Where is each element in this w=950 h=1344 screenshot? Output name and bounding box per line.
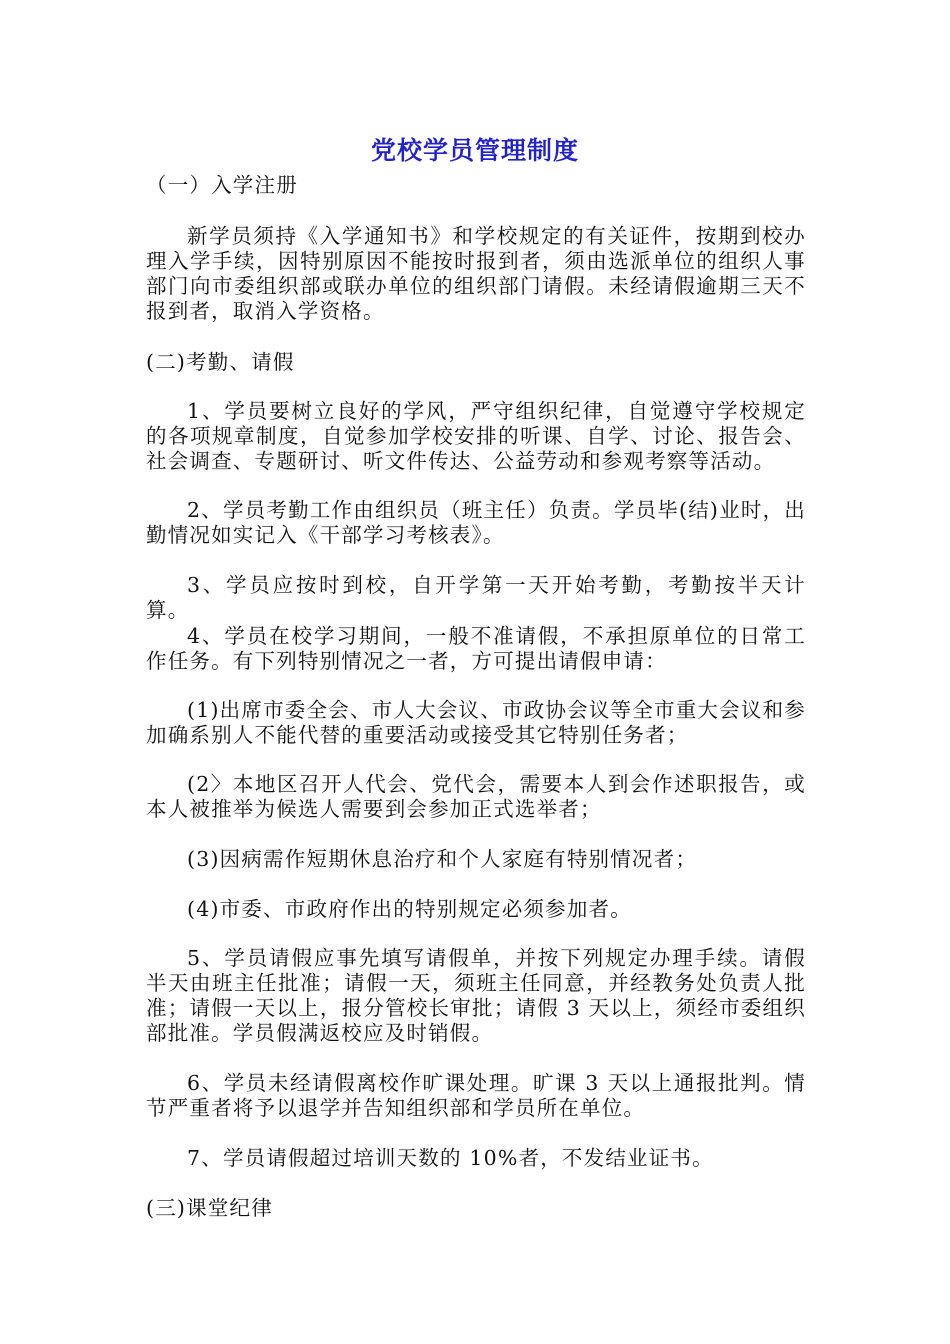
paragraph-case-4: (4)市委、市政府作出的特别规定必须参加者。: [187, 897, 632, 921]
paragraph-rule-3: 3、学员应按时到校，自开学第一天开始考勤，考勤按半天计算。: [146, 573, 806, 622]
paragraph-case-3: (3)因病需作短期休息治疗和个人家庭有特别情况者；: [187, 847, 698, 871]
paragraph-rule-6: 6、学员未经请假离校作旷课处理。旷课 3 天以上通报批判。情节严重者将予以退学并告知组织部和学员所在单位。: [146, 1071, 806, 1120]
paragraph-rule-7: 7、学员请假超过培训天数的 10%者，不发结业证书。: [187, 1146, 714, 1170]
paragraph-rule-4: 4、学员在校学习期间，一般不准请假，不承担原单位的日常工作任务。有下列特别情况之一者，方可提出请假申请：: [146, 624, 806, 673]
paragraph-case-2: (2〉本地区召开人代会、党代会，需要本人到会作述职报告，或本人被推举为候选人需要到会参加正式选举者；: [146, 772, 806, 821]
document-title: 党校学员管理制度: [370, 136, 579, 165]
paragraph-rule-5: 5、学员请假应事先填写请假单，并按下列规定办理手续。请假半天由班主任批准；请假一天，须班主任同意，并经教务处负责人批准；请假一天以上，报分管校长审批；请假 3 天以上，须经市委组织部批准。学员假满返校应及时销假。: [146, 946, 806, 1045]
section-heading-enrollment: （一）入学注册: [146, 173, 298, 197]
paragraph-rule-2: 2、学员考勤工作由组织员（班主任）负责。学员毕(结)业时，出勤情况如实记入《干部学习考核表》。: [146, 498, 806, 547]
paragraph-enrollment: 新学员须持《入学通知书》和学校规定的有关证件，按期到校办理入学手续，因特别原因不能按时报到者，须由选派单位的组织人事部门向市委组织部或联办单位的组织部门请假。未经请假逾期三天不报到者，取消入学资格。: [146, 224, 806, 323]
section-heading-attendance: (二)考勤、请假: [146, 350, 295, 374]
paragraph-case-1: (1)出席市委全会、市人大会议、市政协会议等全市重大会议和参加确系别人不能代替的重要活动或接受其它特别任务者；: [146, 698, 806, 747]
paragraph-rule-1: 1、学员要树立良好的学风，严守组织纪律，自觉遵守学校规定的各项规章制度，自觉参加学校安排的听课、自学、讨论、报告会、社会调查、专题研讨、听文件传达、公益劳动和参观考察等活动。: [146, 399, 806, 473]
section-heading-classroom: (三)课堂纪律: [146, 1196, 273, 1220]
